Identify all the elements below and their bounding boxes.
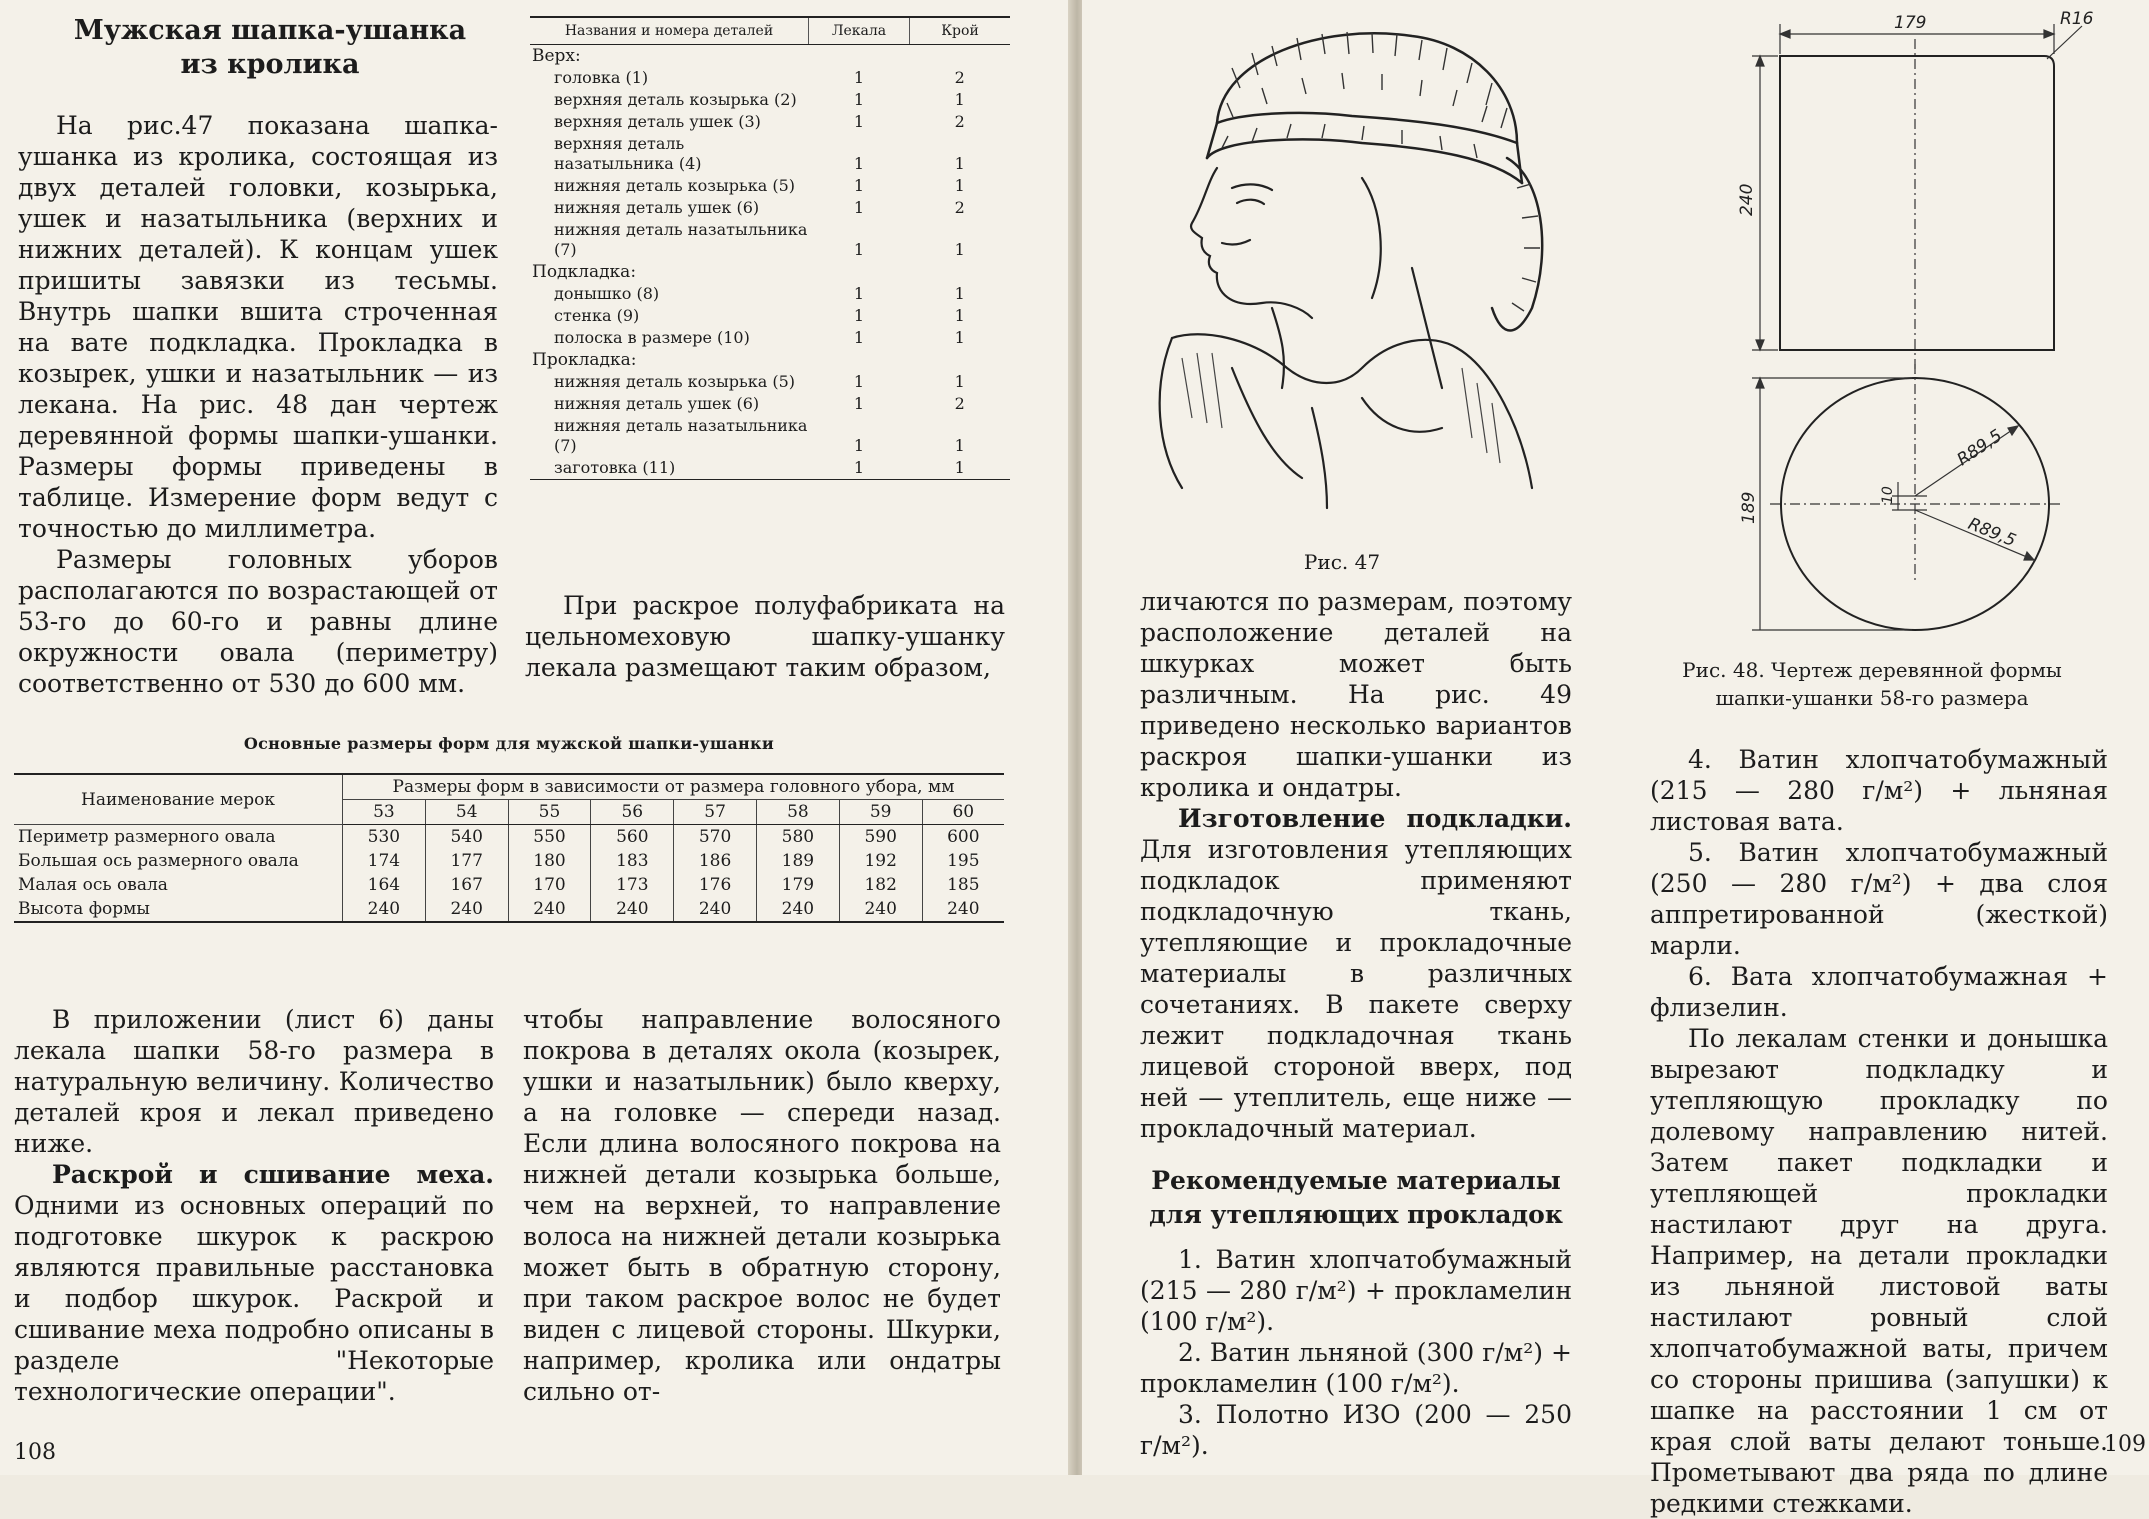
sizes-cell: 164 <box>343 873 426 897</box>
parts-part-name: нижняя деталь козырька (5) <box>554 176 795 195</box>
parts-row <box>530 133 1010 175</box>
sizes-cell: 600 <box>922 825 1004 850</box>
title-line-1: Мужская шапка-ушанка <box>73 15 467 46</box>
right-page-column-2 <box>1650 744 2108 1519</box>
parts-row <box>530 197 1010 219</box>
dim-height-label: 240 <box>1737 183 1757 216</box>
figure-47-caption: Рис. 47 <box>1303 550 1381 574</box>
sizes-row-label: Периметр размерного овала <box>18 827 276 847</box>
parts-part-name: верхняя деталь назатыльника (4) <box>554 134 702 173</box>
parts-lekala-count: 1 <box>853 68 865 87</box>
sizes-column-header: 57 <box>674 800 757 825</box>
parts-lekala-count: 1 <box>853 240 865 259</box>
sizes-cell: 240 <box>756 897 839 922</box>
parts-part-name: верхняя деталь козырька (2) <box>554 90 797 109</box>
sizes-row-label: Малая ось овала <box>18 875 168 895</box>
sizes-cell: 590 <box>839 825 922 850</box>
material-item-5: 5. Ватин хлопчатобумажный (250 — 280 г/м²) + два слоя аппретированной (жесткой) марли. <box>1650 838 2108 960</box>
parts-table <box>530 16 1010 480</box>
parts-kroy-count: 1 <box>954 284 965 303</box>
sizes-table-body <box>14 825 1004 923</box>
cutting-heading: Раскрой и сшивание меха. <box>52 1160 494 1189</box>
sizes-cell: 240 <box>343 897 426 922</box>
left-column-bottom <box>14 1004 494 1407</box>
sizes-cell: 179 <box>756 873 839 897</box>
cutting-paragraph <box>14 1159 494 1407</box>
continuation-paragraph: личаются по размерам, поэтому расположение деталей на шкурках может быть различным. На рис. 49 приведено несколько вариантов раскроя шапки-ушанки из кролика и ондатры. <box>1140 587 1572 802</box>
parts-kroy-count: 1 <box>954 176 965 195</box>
parts-kroy-count: 1 <box>954 154 965 173</box>
dim-offset-label: 10 <box>1880 486 1896 504</box>
material-item-2: 2. Ватин льняной (300 г/м²) + прокламелин (100 г/м²). <box>1140 1338 1572 1398</box>
parts-row <box>530 111 1010 133</box>
sizes-cell: 240 <box>674 897 757 922</box>
figure-48-caption <box>1662 656 2082 712</box>
parts-kroy-count: 2 <box>954 198 965 217</box>
parts-group-title: Прокладка: <box>532 350 637 370</box>
dim-diameter-label: 189 <box>1739 491 1759 524</box>
parts-kroy-count: 1 <box>954 372 965 391</box>
sizes-column-header: 53 <box>343 800 426 825</box>
parts-row <box>530 457 1010 480</box>
parts-lekala-count: 1 <box>853 372 865 391</box>
parts-part-name: нижняя деталь назатыльника (7) <box>554 416 808 455</box>
parts-kroy-count: 2 <box>954 394 965 413</box>
sizes-cell: 240 <box>508 897 591 922</box>
materials-list-2 <box>1650 744 2108 1023</box>
lining-text: Для изготовления утепляющих подкладок применяют подкладочную ткань, утепляющие и прокладочные материалы в различных сочетаниях. В пакете сверху лежит подкладочная ткань лицевой стороной вверх, под ней — утеплитель, еще ниже — прокладочный материал. <box>1140 835 1572 1143</box>
sizes-cell: 240 <box>591 897 674 922</box>
sizes-cell: 189 <box>756 849 839 873</box>
parts-part-name: нижняя деталь козырька (5) <box>554 372 795 391</box>
parts-group-title: Подкладка: <box>532 262 637 282</box>
parts-kroy-count: 1 <box>954 436 965 455</box>
sizes-cell: 177 <box>425 849 508 873</box>
sizes-header-measure: Наименование мерок <box>14 774 343 825</box>
parts-row <box>530 305 1010 327</box>
parts-lekala-count: 1 <box>853 284 865 303</box>
sizes-column-header: 55 <box>508 800 591 825</box>
parts-row <box>530 283 1010 305</box>
sizes-cell: 560 <box>591 825 674 850</box>
materials-list-1 <box>1140 1244 1572 1461</box>
figure-48-caption-line-2: шапки-ушанки 58-го размера <box>1715 686 2029 710</box>
parts-part-name: нижняя деталь ушек (6) <box>554 198 760 217</box>
material-item-4: 4. Ватин хлопчатобумажный (215 — 280 г/м²) + льняная листовая вата. <box>1650 745 2108 836</box>
wooden-form-drawing <box>1662 4 2094 584</box>
col2-bottom-paragraph: чтобы направление волосяного покрова в деталях окола (козырек, ушки и назатыльник) было кверху, а на головке — спереди назад. Если длина волосяного покрова на нижней детали козырька больше, чем на верхней, то направление волоса на нижней детали козырька может быть в обратную сторону, при таком раскрое волос не будет виден с лицевой стороны. Шкурки, например, кролика или ондатры сильно от- <box>523 1005 1001 1406</box>
sizes-cell: 183 <box>591 849 674 873</box>
sizes-cell: 180 <box>508 849 591 873</box>
parts-kroy-count: 2 <box>954 112 965 131</box>
parts-lekala-count: 1 <box>853 328 865 347</box>
parts-part-name: верхняя деталь ушек (3) <box>554 112 761 131</box>
sizes-cell: 167 <box>425 873 508 897</box>
parts-kroy-count: 1 <box>954 90 965 109</box>
material-item-3: 3. Полотно ИЗО (200 — 250 г/м²). <box>1140 1400 1572 1460</box>
parts-kroy-count: 1 <box>954 306 965 325</box>
material-item-6: 6. Вата хлопчатобумажная + флизелин. <box>1650 962 2108 1022</box>
page-title <box>20 14 520 82</box>
parts-lekala-count: 1 <box>853 306 865 325</box>
sizes-table <box>14 734 1004 923</box>
sizes-column-header: 58 <box>756 800 839 825</box>
sizes-cell: 182 <box>839 873 922 897</box>
parts-group-row <box>530 349 1010 371</box>
parts-row <box>530 371 1010 393</box>
sizes-row <box>14 849 1004 873</box>
parts-group-row <box>530 261 1010 283</box>
parts-lekala-count: 1 <box>853 176 865 195</box>
sizes-cell: 185 <box>922 873 1004 897</box>
figure-48-caption-line-1: Рис. 48. Чертеж деревянной формы <box>1682 658 2062 682</box>
cutting-text: Одними из основных операций по подготовке шкурок к раскрою являются правильные расстановка и подбор шкурок. Раскрой и сшивание меха подробно описаны в разделе "Некоторые технологические операции". <box>14 1191 494 1406</box>
parts-lekala-count: 1 <box>853 436 865 455</box>
cutting-lining-paragraph: По лекалам стенки и донышка вырезают подкладку и утепляющую прокладку по долевому направлению нитей. Затем пакет подкладки и утепляющей прокладки настилают друг на друга. Например, на детали прокладки из льняной листовой ваты настилают ровный слой хлопчатобумажной ваты, причем со стороны пришива (запушки) к шапке на расстоянии 1 см от края слой ваты делают тоньше. Прометывают два ряда по длине редкими стежками. <box>1650 1024 2108 1518</box>
dim-width-label: 179 <box>1894 13 1927 33</box>
sizes-row-label: Большая ось размерного овала <box>18 851 299 871</box>
sizes-table-caption: Основные размеры форм для мужской шапки-ушанки <box>243 734 775 753</box>
figure-48 <box>1662 4 2094 584</box>
sizes-paragraph: Размеры головных уборов располагаются по возрастающей от 53-го до 60-го и равны длине окружности овала (периметру) соответственно от 530 до 600 мм. <box>18 545 498 698</box>
sizes-cell: 174 <box>343 849 426 873</box>
left-column-top <box>18 110 498 699</box>
parts-row <box>530 219 1010 261</box>
parts-kroy-count: 1 <box>954 328 965 347</box>
parts-group-title: Верх: <box>532 46 581 66</box>
page-number-left: 108 <box>14 1440 56 1465</box>
parts-lekala-count: 1 <box>853 90 865 109</box>
col2-top-paragraph: При раскрое полуфабриката на цельномеховую шапку-ушанку лекала размещают таким образом, <box>525 591 1005 682</box>
right-page <box>1082 0 2149 1518</box>
sizes-cell: 195 <box>922 849 1004 873</box>
material-item-1: 1. Ватин хлопчатобумажный (215 — 280 г/м²) + прокламелин (100 г/м²). <box>1140 1245 1572 1336</box>
figure-47 <box>1112 8 1572 574</box>
materials-subheading-line-2: для утепляющих прокладок <box>1149 1200 1563 1229</box>
page-number-right: 109 <box>2104 1432 2146 1457</box>
sizes-cell: 176 <box>674 873 757 897</box>
parts-lekala-count: 1 <box>809 457 910 480</box>
intro-paragraph: На рис.47 показана шапка-ушанка из кролика, состоящая из двух деталей головки, козырька, ушек и назатыльника (верхних и нижних деталей). К концам ушек пришиты завязки из тесьмы. Внутрь шапки вшита строченная на вате подкладка. Прокладка в козырек, ушки и назатыльник — из лекана. На рис. 48 дан чертеж деревянной формы шапки-ушанки. Размеры формы приведены в таблице. Измерение форм ведут с точностью до миллиметра. <box>18 111 498 543</box>
lining-paragraph <box>1140 803 1572 1144</box>
parts-lekala-count: 1 <box>853 198 865 217</box>
parts-part-name: нижняя деталь назатыльника (7) <box>554 220 808 259</box>
parts-header-lekala: Лекала <box>809 17 910 45</box>
left-page <box>0 0 1072 1475</box>
parts-part-name: нижняя деталь ушек (6) <box>554 394 760 413</box>
parts-row <box>530 89 1010 111</box>
parts-part-name: полоска в размере (10) <box>554 328 750 347</box>
sizes-row <box>14 873 1004 897</box>
parts-row <box>530 393 1010 415</box>
sizes-row-label: Высота формы <box>14 897 343 922</box>
sizes-cell: 170 <box>508 873 591 897</box>
parts-row <box>530 415 1010 457</box>
parts-lekala-count: 1 <box>853 394 865 413</box>
sizes-cell: 192 <box>839 849 922 873</box>
parts-part-name: заготовка (11) <box>530 457 809 480</box>
parts-lekala-count: 1 <box>853 112 865 131</box>
sizes-column-header: 54 <box>425 800 508 825</box>
parts-row <box>530 175 1010 197</box>
fur-hat-illustration <box>1112 8 1572 538</box>
parts-header-name: Названия и номера деталей <box>530 17 809 45</box>
sizes-column-header: 59 <box>839 800 922 825</box>
sizes-cell: 530 <box>343 825 426 850</box>
parts-part-name: головка (1) <box>554 68 649 87</box>
sizes-cell: 550 <box>508 825 591 850</box>
appendix-paragraph: В приложении (лист 6) даны лекала шапки 58-го размера в натуральную величину. Количество деталей кроя и лекал приведено ниже. <box>14 1005 494 1158</box>
lining-heading: Изготовление подкладки. <box>1178 804 1572 833</box>
dim-radius-corner-label: R16 <box>2060 9 2094 29</box>
right-column-bottom <box>523 1004 1001 1407</box>
sizes-cell: 580 <box>756 825 839 850</box>
parts-row <box>530 327 1010 349</box>
dim-radius-1-label: R89,5 <box>1953 425 2006 471</box>
parts-kroy-count: 1 <box>910 457 1011 480</box>
sizes-cell: 240 <box>922 897 1004 922</box>
sizes-column-header: 56 <box>591 800 674 825</box>
sizes-cell: 540 <box>425 825 508 850</box>
parts-header-kroy: Крой <box>910 17 1011 45</box>
sizes-row <box>14 825 1004 850</box>
parts-row <box>530 67 1010 89</box>
materials-subheading-line-1: Рекомендуемые материалы <box>1151 1166 1561 1195</box>
sizes-cell: 570 <box>674 825 757 850</box>
sizes-row <box>14 897 1004 922</box>
sizes-cell: 173 <box>591 873 674 897</box>
dim-radius-2-label: R89,5 <box>1965 514 2019 552</box>
right-page-column-1 <box>1140 586 1572 1461</box>
parts-group-row <box>530 45 1010 68</box>
parts-kroy-count: 1 <box>954 240 965 259</box>
sizes-cell: 186 <box>674 849 757 873</box>
parts-table-body <box>530 45 1010 480</box>
title-line-2: из кролика <box>180 49 360 80</box>
parts-kroy-count: 2 <box>954 68 965 87</box>
sizes-cell: 240 <box>425 897 508 922</box>
parts-lekala-count: 1 <box>853 154 865 173</box>
parts-part-name: стенка (9) <box>554 306 640 325</box>
sizes-column-header: 60 <box>922 800 1004 825</box>
parts-part-name: донышко (8) <box>554 284 660 303</box>
right-column-top <box>525 590 1005 683</box>
materials-subheading <box>1140 1164 1572 1232</box>
sizes-cell: 240 <box>839 897 922 922</box>
sizes-header-sizes: Размеры форм в зависимости от размера головного убора, мм <box>343 774 1005 800</box>
